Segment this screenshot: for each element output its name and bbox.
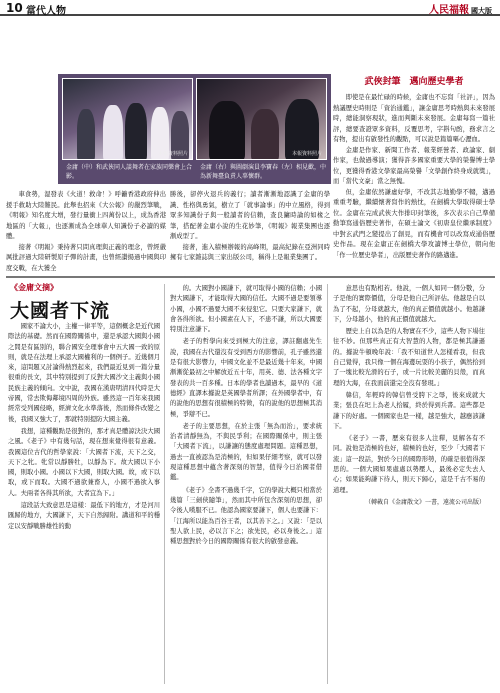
mid-column-2 xyxy=(170,190,330,264)
feature-paragraph: 意思也有點相若。他說，一個人如同一個分數，分子是他的實際價值，分母是他自己所評估。他越是自以為了不起，分母就越大，他的真正價值就越小。他越謙下，分母越小，他的真正價值就越大。 xyxy=(333,285,485,323)
feature-paragraph: 老子的主要思想，在於主張「無為而治」，要求統治者清靜無為，不與民爭利；在國際關係中，則主張「大國者下流」，以謙讓的態度處理問題。這種思想，過去一直被認為是消極的，但如果仔細考察，就可以發現這種思想中蘊含著深刻的智慧，值得今日治國者借鑑。 xyxy=(170,422,322,482)
photo-meeting xyxy=(196,78,327,160)
masthead xyxy=(429,1,492,16)
column-divider xyxy=(327,284,328,684)
page-header xyxy=(0,0,500,16)
column-divider xyxy=(164,284,165,684)
photo-caption-left: 金庸（中）和武俠同人談舞者在家族同樂會上合影。 xyxy=(66,164,193,180)
photo-band xyxy=(58,74,331,184)
feature-column-2 xyxy=(170,284,322,549)
feature-paragraph: 的。大國對小國謙下，就可取得小國的信賴；小國對大國謙下，才能取得大國的信任。大國不過是要領導小國，小國不過要大國不來侵犯它。只要大家謙下，就會各得所欲。但小國素在人下，不患不謙，所以大國要特別注意謙下。 xyxy=(170,285,322,334)
section-title: 當代人物 xyxy=(26,6,66,17)
feature-paragraph: 《老子》全書不過幾千字，它的學說大概只相當於幾篇「三劍俠隨筆」，然而其中所包含深刻的思想，卻令後人嘆服不已。他認為國家要謙下，個人也要謙下：「江海所以能為百谷王者，以其善下之。」又說：「是以聖人欲上民，必以言下之；欲先民，必以身後之。」這種思想對於今日的國際關係有很大的啟發意義。 xyxy=(170,486,322,546)
photo-credit-left: 本報資料照片 xyxy=(157,151,188,157)
mid-paragraph: 勝後，卻停火退兵的義行；讀者漸漸地認識了金庸的學識、性格與勇氣，樹立了「就事論事」的中立風格，得到眾多知識份子與一般讀者的信賴，查良鏞時論的如椽之筆，搭配著金庸小說的生花妙筆，《明報》報業集團也逐漸成型了。 xyxy=(170,191,330,240)
mid-paragraph: 接著，進入積極辦報的高峰期，最高紀錄在亞洲同時擁有七家雜誌與三家出版公司，稱得上是報業集團了。 xyxy=(170,243,330,261)
feature-paragraph: 我想，這種觀點是很對的，那才真是體諒決決大國之風。《老子》中有幾句話，現在想來覺得很有意義。我國這位古代的哲學家說：「大國者下流，天下之交，天下之牝。牝常以靜勝牡，以靜為下。故大國以下小國，則取小國。小國以下大國，則取大國。故，或下以取，或下而取。大國不過欲兼畜人，小國不過欲入事人。夫兩者各得其所欲，大者宜為下。」 xyxy=(8,427,160,497)
section-divider xyxy=(6,276,495,278)
article-paragraph: 金庸是作家、新聞工作者、報業經營者、政論家、劇作家，也做過導演；獲得許多國家重要大學的榮譽博士學位，更獲得香港文學家最高榮譽「文學創作終身成就獎」，而「當代文豪」當之無愧。 xyxy=(333,146,495,185)
masthead-name: 人民福報 xyxy=(429,5,469,16)
feature-column-3 xyxy=(333,284,485,508)
feature-paragraph: 《老子》一書，歷來有很多人注釋，見解各有不同。說他是消極的也好，積極的也好，至少「大國者下流」這一段話，對於今日的國際形勢，的確是很值得深思的。一個大國如果處處以勢壓人，最後必定失去人心；如果能夠謙下待人，則天下歸心，這是千古不易的道理。 xyxy=(333,435,485,494)
feature-paragraph: 這段話大致意思是這樣：最低下的地方，才是河川匯歸的地方，大國謙下，天下自然歸附。講道和平的穩定以安靜戰勝雄性的動 xyxy=(8,502,160,530)
photo-family-gathering xyxy=(62,78,193,160)
page-number: 10 xyxy=(6,1,23,15)
feature-paragraph: 國家不論大小，主權一律平等，這個概念是近代國際法的基礎。然而在國際關係中，還是承認大國與小國之間是有區別的，聯合國安全理事會中五大國一致的原則，就是在法理上承認大國權利的一個例子。近幾個月來，這問題又討論得熱烈起來，我們最近見到一篇分量很重的長文，其中特別提到了反對大國沙文主義與小國民族主義的傾向。文中說，我國在漢唐明清四代時是大帝國，常去欺侮鄰境四周的外族。雖然這一百年來我國經常受列國侵略，經濟文化水準落後，然而條件改變之後，我國又強大了，那就特別提防大國主義。 xyxy=(8,323,160,423)
article-paragraph: 即使是在最忙碌的時候，金庸也不忘寫「社評」，因為熱議歷史時則是「資治通鑑」，讓金庸思考時熱與未來發展時，總能洞察現狀，進而判斷未來發展。金庸每寫一篇社評，總要查證眾多資料，反覆思考，字斟句酌，務求言之有物，提出有啟發性的觀點，可以說是篇篇嘔心瀝血。 xyxy=(333,94,495,143)
feature-title: 大國者下流 xyxy=(10,300,111,322)
feature-column-1 xyxy=(8,322,160,534)
source-note: （轉載自《金庸散文》一書，遠流公司出版） xyxy=(364,498,485,506)
feature-paragraph: 老子的哲學向來受到極大的注意，譯註翻處先生說，我國在古代還沒有受到西方的影響前，孔子雖然還是有很大影響力，中國文化並不是最近幾十年來，中國漸漸從最初之中解放近五十年，用英、德、法各種文字發表的共一百多種。日本的學者也讀過本，最早的《道德經》直譯本據說是英國學者所譯；在外國學者中，有的說他的思想有很積極的特徵，有的說他的思想極其消極，爭辯不已。 xyxy=(170,338,322,418)
mid-paragraph: 車食勢，湿發表《火道！救命！》呼籲香港政府伸出援手救助大陸難民。此舉也招來《大公報》的嚴烈筆戰，《明報》知名度大增，發行量衝上四萬份以上，成為香港地區的「大報」，也逐漸成為全球華人知識份子必讀的媒體。 xyxy=(6,191,166,240)
photo-credit-right: 本報資料照片 xyxy=(291,151,322,157)
mid-column-1 xyxy=(6,190,166,274)
mid-paragraph: 接著《明報》秉持著只問真理與正義的理念，曾經嚴厲批評過大陸研製原子彈的計畫，也曾經讚揚過中國與印度交戰，在大獲全 xyxy=(6,243,166,272)
masthead-edition: 國大版 xyxy=(471,6,492,15)
feature-tag: 《金庸文摘》 xyxy=(10,283,58,292)
article-paragraph: 但，金庸依然謙虛好學，不改其志地勤學不輟，邁過重重考驗，繼續懷著寫作的熱忱，在劍橋大學取得碩士學位。金庸在完成武俠大作排印封筆後，多次表示自己準備勤筆寫通俗歷史著作，在碩士論文《初唐皇位繼承制度》中對玄武門之變提出了創見，而有機會可以改寫成通俗歷史作品。現在金庸正在劍橋大學攻讀博士學位，朝向他「作一位歷史學者」，出版歷史著作的路邁進。 xyxy=(333,188,495,259)
feature-paragraph: 歷史上自以為是的人物實在不少，這些人物下場往往不妙。但那些真正有大智慧的人物，都是極其謙遜的。據說牛頓晚年說：「我不知道世人怎樣看我，但我自己覺得，我只像一個在海邊玩耍的小孩子，偶然拾到了一塊比較光滑的石子，或一片比較美麗的貝殼，而真理的大海，在我面前還完全沒有發現。」 xyxy=(333,328,485,387)
photo-caption-right: 金庸（右）與圖劇演員李寶春（左）相見歡，中為新舞臺負責人辜懷群。 xyxy=(200,164,327,180)
feature-paragraph: 韓信，年輕時的韓信曾受胯下之辱，後來成就大業；張良在圯上為老人拾履，終於得到兵書。這些都是謙下的好處。一個國家也是一樣，越是強大，越應該謙下。 xyxy=(333,391,485,430)
article-headline: 武俠封筆 邁向歷史學者 xyxy=(364,77,464,87)
right-article xyxy=(333,74,495,261)
